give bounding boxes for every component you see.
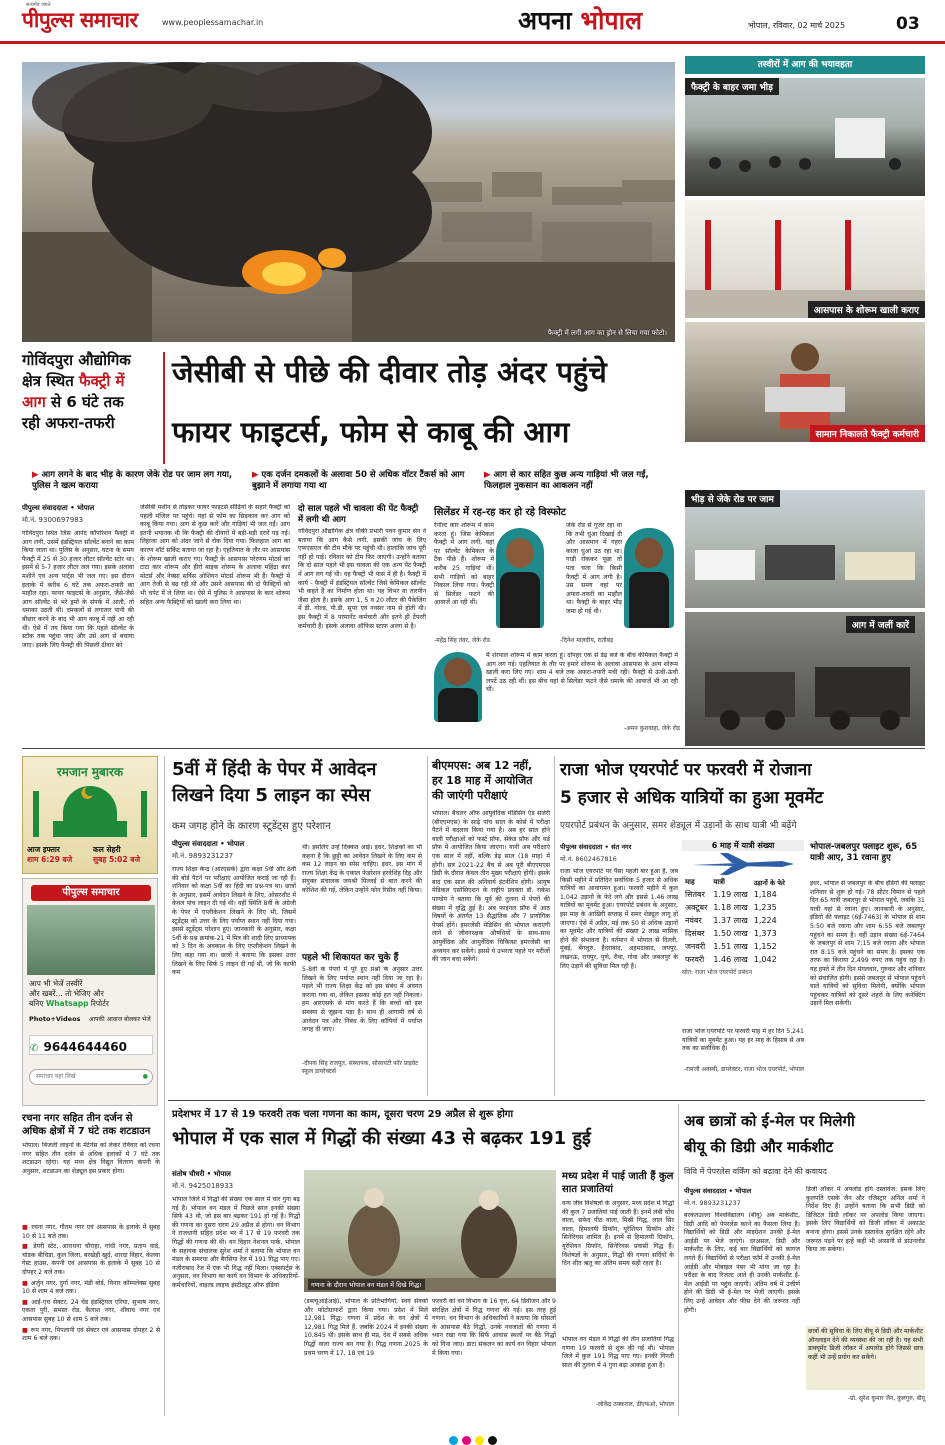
exam-byline: पीपुल्स संवाददाता • भोपाल bbox=[172, 840, 245, 848]
table-cell: दिसंबर bbox=[685, 929, 705, 938]
table-cell: 1.50 लाख bbox=[713, 929, 748, 938]
person-face-icon bbox=[444, 658, 472, 686]
vulture-col-2: (डब्ल्यूआईआई), भोपाल के प्रतिभागियों, स्वयं सेवकों और फोटोग्राफरों द्वारा किया गया। प्रदेश में मिले 12,981 गिद्ध: गणना में प्रदेश के वन क्षेत्रों में 12,981 गिद्ध मिले हैं, जबकि 2024 में इनकी संख्या 10,845 थी। इसके साथ ही मप्र, देश में सबसे अधिक गिद्धों वाला राज्य बन गया है। गिद्ध गणना 2025 के प्रथम चरण में 17, 18 एवं 19 bbox=[304, 1298, 428, 1357]
mosque-icon bbox=[23, 781, 157, 841]
whatsapp-label-right: आपकी आवाज बोलकर भेजें bbox=[89, 1016, 151, 1023]
iftar-time: शाम 6:29 बजे bbox=[27, 855, 73, 864]
quote-2: जेके रोड से गुजर रहा था कि तभी धुंआ दिखाई दी और आसमान में गहरा काला धुआं उठ रहा था। गाड़ी रोककर पूछा तो पता चला कि किसी फैक्ट्री में आग लगी है। उस समय वहां पर अफरा-तफरी का माहौल था। फैक्ट्री के बाहर भीड़ जमा हो गई थी। bbox=[566, 522, 622, 615]
lead-col-2: जेसीबी मशीन से तोड़कर फायर फाइटर्स सीढ़ियों के सहारे फैक्ट्री को पहली मंजिल पर पहुंचे। यहां से फोम का छिड़काव कर आग को काबू किया गया। आग से कुछ कारें और गाड़ियां भी जल गईं। आग इतनी भयानक थी कि फैक्ट्री की दीवारों में बड़ी-बड़ी दरारें पड़ गईं। लिहाजा आग को अंदर जाने से रोक दिया गया। फिलहाल आग का कारण शॉर्ट सर्किट बताया जा रहा है। एहतियात के तौर पर आसपास के शोरूम खाली कराए गए। फैक्ट्री के आसपास परेरणम मोटर्स का टाटा कार शोरूम और हीरो बाइक शोरूम के अलावा महिंद्रा कार मोटर्स और नेक्सा सर्विस ओशियन मोटर्स शोरूम भी हैं। फैक्ट्री में आग तेजी से बढ़ रही थी और उसने आसपास की दो फैक्ट्रियों को भी चपेट में ले लिया था। ऐसे में पुलिस ने आसपास के कार शोरूम सहित अन्य फैक्ट्रियों को खाली करा लिया था। bbox=[140, 504, 290, 606]
bullet-icon: ■ bbox=[22, 1279, 29, 1287]
airport-table bbox=[682, 877, 788, 966]
lead-headline-2: फायर फाइटर्स, फोम से काबू की आग bbox=[172, 415, 570, 449]
crowd-scene bbox=[685, 78, 925, 196]
workers-scene bbox=[685, 322, 925, 442]
airport-quote: राजा भोज एयरपोर्ट पर फरवरी माह में हर दिन 5,241 यात्रियों का मूवमेंट हुआ। यह हर माह के हिसाब से अब तक का सर्वाधिक है। bbox=[682, 1028, 804, 1053]
side-panel-title: तस्वीरों में आग की भयावहता bbox=[685, 56, 925, 74]
table-row bbox=[682, 953, 788, 966]
section-divider bbox=[22, 748, 925, 749]
exam-box-head: पहले भी शिकायत कर चुके हैं bbox=[302, 953, 399, 963]
section-title bbox=[518, 3, 642, 37]
kicker-divider bbox=[163, 352, 165, 464]
vulture-mobile: मो.नं. 9425018933 bbox=[172, 1182, 234, 1190]
side-caption-showroom: आसपास के शोरूम खाली कराए bbox=[808, 301, 925, 318]
kicker-part: से 6 घंटे तक bbox=[51, 393, 124, 411]
paper-logo bbox=[22, 6, 138, 34]
vulture-quote: भोपाल वन मंडल में गिद्धों की तीन प्रजातियां गिद्ध गणना 19 फरवरी से शुरू की गई थी। भोपाल जिले में कुल 191 गिद्ध पाए गए। इनकी गिनती साल की तुलना में 4 गुना बढ़ा आकड़ा हुआ है। bbox=[562, 1336, 674, 1369]
lead-byline: पीपुल्स संवाददाता • भोपाल bbox=[22, 504, 95, 512]
powercut-item-text: डेयरी स्टेट, आराधना चौराहा, गांधी नगर, प्रताप वार्ड, चांडक बीचिड़ा, कुल जिला, बरखेड़ी खुर्द, शारदा विहार, केलवा गेस्ट हाउस, कंपनी एवं आसपास के इलाके में सुबह 10 से दोपहर 2 बजे तक। bbox=[22, 1243, 160, 1276]
airport-mobile: मो.नं. 8602467816 bbox=[560, 855, 617, 863]
table-header-row bbox=[682, 877, 788, 888]
page-number: 03 bbox=[896, 14, 920, 34]
side-caption-workers: सामान निकालते फैक्ट्री कर्मचारी bbox=[810, 425, 925, 442]
whatsapp-line-3c: रिपोर्टर bbox=[90, 999, 109, 1008]
vulture-quote-name: -लोकेंद्र ठक्कराल, डीएफओ, भोपाल bbox=[595, 1401, 674, 1408]
table-cell: सितंबर bbox=[685, 890, 705, 899]
kicker-red: फैक्ट्री में bbox=[79, 372, 125, 390]
powercut-body: भोपाल। बिजली लाइनों के मेंटेनेंस को लेकर रविवार को रचना नगर सहित तीन दर्जन से अधिक इलाकों में 7 घंटे तक शटडाउन रहेगा। यह मध्य क्षेत्र विद्युत वितरण कंपनी के अनुसार, शटडाउन का शेड्यूल इस प्रकार होगा। bbox=[22, 1142, 160, 1175]
dateline: भोपाल, रविवार, 02 मार्च 2025 bbox=[748, 21, 846, 30]
whatsapp-line-3 bbox=[29, 999, 153, 1009]
table-cell: 1,224 bbox=[753, 916, 777, 925]
bams-body: भोपाल। बैचलर ऑफ आयुर्वेदिक मेडिसिन एंड सर्जरी (बीएएमएस) के साढ़े पांच साल के कोर्स में परीक्षा पैटर्न में बदलाव किया गया है। अब हर साल होने वाली परीक्षाओं को फर्स्ट प्रॉफ, सेकंड प्रॉफ और थर्ड प्रॉफ में आयोजित किया जाएगा। यानी अब परीक्षाएं एक साल में नहीं, बल्कि डेढ़ साल (18 माह) में होंगी। सत्र 2021-22 बैच से अब पूरी बीएएमएस डिग्री के दौरान केवल तीन मुख्य परीक्षाएं होंगी। इसके बाद एक साल की अनिवार्य इंटर्नशिप होगी। आयुष मेडिकल एसोसिएशन के राष्ट्रीय प्रवक्ता डॉ. राकेश पाण्डेय ने बताया कि पूर्व की तुलना में पेपरों की संख्या में वृद्धि हुई है। अब फाइनल प्रॉफ में आठ विषयों के अंतर्गत 13 सैद्धांतिक और 7 प्रायोगिक पेपर्स होंगे। इमरजेंसी मेडिसिन की भोपाल कराएगी लाने से जीवनरक्षक औषधियों के साथ-साथ आयुर्वेदिक और आयुर्वेदिक चिकित्सा इमरजेंसी का अध्ययन कर सकेंगे। इससे ये उभरता पहले पर मरीजों की जान बचा सकेंगे। bbox=[432, 810, 550, 964]
registration-mark bbox=[488, 1436, 497, 1445]
section-title-word: अपना bbox=[518, 6, 572, 35]
lead-col-1: गोविंदपुरा स्थित जिस आनंद कॉर्पोरेशन फैक्ट्री में आग लगी, उसमें इंडस्ट्रियल सॉल्वेंट बनाने का काम किया जाता था। पुलिस के अनुसार, घटना के समय फैक्ट्री में 25 से 30 हजार लीटर सॉल्वेंट स्टोर था। इसमें से 5-7 हजार लीटर जल गया। इसके अलावा मशीनें एवं अन्य पार्ट्स भी जल गए। इस दौरान इलाके में करीब 6 घंटे तक अफरा-तफरी का माहौल रहा। फायर फाइटर्स के अनुसार, जैसे-जैसे आग सॉल्वेंट से भरे ड्रमों के संपर्क में आती, तो धमाका उठती थी। दमकलों से लगातार पानी की बौछार करने के बाद भी आग काबू में नहीं आ रही थी। ऐसे में तय किया गया कि पहले सॉल्वेंट के स्टॉक तक पहुंचा जाए और उसे आग से बचाया जाए। इसके लिए फैक्ट्री की पिछली दीवार को bbox=[22, 530, 134, 649]
column-divider bbox=[164, 756, 165, 1416]
bullet-icon: ■ bbox=[22, 1224, 29, 1231]
bams-headline-3: की जाएंगी परीक्षाएं bbox=[432, 789, 508, 802]
whatsapp-line-2: और खबरें... तो भेजिए और bbox=[29, 989, 104, 998]
powercut-item bbox=[22, 1280, 160, 1297]
person-body-icon bbox=[500, 572, 540, 628]
whatsapp-copy bbox=[29, 979, 153, 1009]
powercut-item-text: रूप नगर, पिपलानी एवं सेक्टर एवं आसपास दोपहर 2 से शाम 6 बजे तक। bbox=[22, 1326, 160, 1343]
table-cell: फरवरी bbox=[685, 955, 705, 964]
airport-headline-2: 5 हजार से अधिक यात्रियों का हुआ मूवमेंट bbox=[560, 788, 824, 808]
table-cell: 1.19 लाख bbox=[713, 890, 748, 899]
whatsapp-phone bbox=[29, 1035, 153, 1055]
bu-box-name: -प्रो. सुरेश कुमार जैन, कुलगुरु, बीयू bbox=[847, 1395, 925, 1402]
lead-point-1 bbox=[32, 470, 240, 492]
lead-point-2 bbox=[252, 470, 474, 492]
airport-table-title: 6 माह में यात्री संख्या bbox=[682, 840, 804, 851]
traffic-scene bbox=[685, 490, 925, 608]
side-caption-crowd: फैक्ट्री के बाहर जमा भीड़ bbox=[685, 78, 779, 95]
exam-mobile: मो.नं. 9893231237 bbox=[172, 852, 234, 860]
lead-point-3-text: आग से कार सहित कुछ अन्य गाड़ियां भी जल गईं, फिलहाल नुकसान का आकलन नहीं bbox=[484, 470, 649, 491]
website-url: www.peoplessamachar.in bbox=[162, 18, 264, 27]
lead-photo-caption: फैक्ट्री में लगी आग का ड्रोन से लिया गया फोटो। bbox=[547, 329, 667, 337]
table-cell: 1,373 bbox=[753, 929, 777, 938]
person-body-icon bbox=[438, 688, 478, 722]
table-cell: 1.37 लाख bbox=[713, 916, 748, 925]
table-row bbox=[682, 888, 788, 901]
bu-subhead: विवि में पेपरलेस वर्किंग को बढ़ावा देने की कवायद bbox=[684, 1167, 827, 1176]
exam-headline-1: 5वीं में हिंदी के पेपर में आवेदन bbox=[172, 759, 377, 780]
vulture-photo bbox=[304, 1170, 556, 1292]
registration-mark bbox=[449, 1436, 458, 1445]
column-divider bbox=[554, 756, 555, 1096]
vulture-box-body: वन्य जीव विशेषज्ञों के अनुसार, मध्य प्रदेश में गिद्धों की कुल 7 प्रजातियां पाई जाती हैं। इनमें लंबी चोंच वाला, सफेद पीठ वाला, मिस्री गिद्ध, लाल सिर वाला, हिमालयी ग्रिफॉन, यूरेशियन ग्रिफॉन और सिनेरियस शामिल हैं। इनमें से हिमालयी ग्रिफॉन, यूरेशियन ग्रिफॉन, सिनेरियस प्रवासी गिद्ध हैं। विशेषज्ञों के अनुसार, गिद्धों की गणना सर्दियों के दिन शीत ऋतु का अंतिम समय सही रहता है। bbox=[562, 1200, 674, 1268]
side-panel bbox=[685, 56, 925, 746]
airport-quote-name: -रामजी अवस्थी, डायरेक्टर, राजा भोज एयरपोर्ट, भोपाल bbox=[683, 1066, 804, 1073]
quote-2-avatar bbox=[624, 528, 674, 628]
whatsapp-brand: पीपुल्स समाचार bbox=[31, 885, 151, 901]
registration-mark bbox=[462, 1436, 471, 1445]
side-caption-traffic: भीड़ से जेके रोड पर जाम bbox=[685, 490, 780, 507]
bu-byline: पीपुल्स संवाददाता • भोपाल bbox=[684, 1187, 752, 1195]
section-title-city: भोपाल bbox=[580, 6, 643, 35]
powercut-item bbox=[22, 1299, 160, 1325]
vulture-photo-caption: गणना के दौरान भोपाल वन मंडल में दिखे गिद्ध। bbox=[308, 1279, 425, 1290]
exam-col-2: थी। इसलिए उन्हें दिक्कत आई। इधर, शिक्षकों का भी कहना है कि छुट्टी का आवेदन लिखने के लिए कम से कम 12 लाइन का स्पेस चाहिए। इधर, इस मांग में राज्य शिक्षा केंद्र के एकाल फेडरेशन हरवेशिंह दिह और संयुक्त संचालक जयश्री पिल्लई से बात करने की कोशिश की गई, लेकिन उन्होंने फोन रिसीव नहीं किया। bbox=[302, 844, 422, 894]
iftar-label: आज इफ्तार bbox=[27, 845, 60, 854]
registration-mark bbox=[475, 1436, 484, 1445]
bu-headline-1: अब छात्रों को ई-मेल पर मिलेगी bbox=[684, 1112, 855, 1130]
lead-col-3-head: दो साल पहले भी चावला की पेंट फैक्ट्री में लगी थी आग bbox=[298, 504, 419, 525]
airport-side-head: भोपाल-जबलपुर फ्लाइट शुरू, 65 यात्री आए, 31 रवाना हुए bbox=[810, 842, 918, 863]
powercut-item bbox=[22, 1224, 160, 1241]
lead-headline-1: जेसीबी से पीछे की दीवार तोड़ अंदर पहुंचे bbox=[172, 355, 607, 389]
quote-1: रेनॉल्ट कार शोरूम में काम करता हूं। जिस केमिकल फैक्ट्री में आग लगी, वहां पर सॉल्वेंट केमिकल के टैंक पीछे हैं। शोरूम में करीब 25 गाड़ियां थीं। सभी गाड़ियों को बाहर निकाल लिया गया। फैक्ट्री से सिलेंडर फटने की आवाजें आ रही थीं। bbox=[434, 522, 494, 607]
table-cell: नवंबर bbox=[685, 916, 702, 925]
table-row bbox=[682, 940, 788, 953]
powercut-item-text: रचना नगर, गौतम नगर एवं आसपास के इलाके में सुबह 10 से 11 बजे तक। bbox=[22, 1224, 160, 1240]
paper-tagline: सत्यमेव जयते bbox=[26, 2, 51, 8]
bu-mobile: मो.नं. 9893231237 bbox=[684, 1199, 741, 1207]
sehri-time: सुबह 5:02 बजे bbox=[93, 855, 141, 864]
lead-point-2-text: एक दर्जन दमकलों के अलावा 50 से अधिक वॉटर टैंकर्स को आग बुझाने में लगाया गया था bbox=[252, 470, 465, 491]
whatsapp-phone-number: 9644644460 bbox=[43, 1040, 127, 1054]
powercut-headline: रचना नगर सहित तीन दर्जन से अधिक क्षेत्रों में 7 घंटे तक शटडाउन bbox=[22, 1113, 151, 1137]
airport-headline-1: राजा भोज एयरपोर्ट पर फरवरी में रोजाना bbox=[560, 760, 812, 780]
fire-smoke-illustration bbox=[22, 62, 675, 342]
phone-icon: ✆ bbox=[30, 1043, 39, 1054]
quote-1-avatar bbox=[496, 528, 544, 628]
quote-3-name: -अमन कुशवाहा, जेके रोड bbox=[624, 725, 680, 732]
table-cell: 1.18 लाख bbox=[713, 903, 748, 912]
exam-col-1: राज्य शिक्षा केन्द्र (आरएसके) द्वारा कक्षा 5वीं और 8वीं की बोर्ड पैटर्न पर परीक्षाएं आयोजित कराई जा रही हैं। शनिवार को कक्षा 5वीं का हिंदी का प्रश्न-पत्र था। छात्रों के अनुसार, इसमें आवेदन लिखने के लिए, ओसरशीट में केवल पांच लाइन दी गई थी। वहीं स्थिति 8वीं के अंग्रेजी के पेपर में एप्लीकेशन लिखने के लिए भी, जिसमें स्टूडेंट्स को उत्तर के लिए पर्याप्त स्थान नहीं दिया गया। इससे स्टूडेंट्स परेशान हुए। जानकारी के अनुसार, कक्षा 5वीं के प्रश्न क्रमांक-21 में मित्र की शादी लिए प्राध्यापक को 3 दिन के अवकाश के लिए एप्लीकेशन लिखने के लिए कहा गया था। छात्रों ने बताया कि इसका उत्तर लिखने के लिए सिर्फ 5 लाइन दी गई थी, जो कि काफी कम bbox=[172, 866, 296, 977]
whatsapp-label-left: Photo+Videos bbox=[29, 1015, 81, 1023]
quote-3: मैं शेरपाल शोरूम में काम करता हूं। दोपहर एक से डेढ़ बजे के बीच केमिकल फैक्ट्री में आग लग गई। एहतियात के तौर पर हमारे शोरूम के अलावा आसपास के अन्य शोरूम खाली करा लिए गए। शाम 4 बजे तक अफरा-तफरी मची रही। फैक्ट्री से ऊंची-ऊंची लपटें उठ रही थीं। इस बीच यहां से सिलेंडर फटने जैसे धमाके की आवाजें भी आ रही थीं। bbox=[486, 652, 678, 694]
ramzan-box bbox=[22, 756, 158, 874]
column-divider bbox=[427, 756, 428, 1096]
whatsapp-line-1: आप भी भेजें तस्वीरें bbox=[29, 979, 83, 988]
bullet-icon: ■ bbox=[22, 1298, 29, 1306]
ramzan-greeting: रमजान मुबारक bbox=[56, 765, 124, 779]
exam-box-name: -दीपक सिंह राजपूत, संस्थापक, सोसायटी फॉर प्राइवेट स्कूल डायरेक्टर्स bbox=[302, 1060, 419, 1075]
vulture-byline: संतोष चौधरी • भोपाल bbox=[172, 1170, 231, 1178]
lead-col-3: गोविंदपुरा औद्योगिक क्षेत्र चौकी प्रभारी पवन कुमार सेन ने बताया कि आग कैसे लगी, इसकी जांच के लिए एफएसएल की टीम मौके पर पहुंची थी। हालांकि जांच पूरी नहीं हो पाई। रविवार को टीम फिर जाएगी। उन्होंने बताया कि दो साल पहले भी इस चावला की एक अन्य पेंट फैक्ट्री में आग लग गई थी। वह फैक्ट्री भी पास में ही है। फैक्ट्री में कार्य - फैक्ट्री में इंडस्ट्रियल सॉल्वेंट जिसे केमिकल सॉल्वेंट भी कहते हैं का निर्माण होता था। यह विभर वा तारपीन जैसा होता है। इसके आग 1, 5 व 20 लीटर की पैकेजिंग में डी. गोल्ड, पी.डी. सुपर एवं नवसर नाम से होती थी। इस फैक्ट्री में 8 परमानेंट कर्मचारी और इतने ही टेंपररी कर्मचारी हैं। इसके अलावा ऑफिस स्टाफ अलग से है। bbox=[298, 528, 426, 630]
iftar-block bbox=[27, 845, 89, 865]
whatsapp-ad bbox=[22, 878, 158, 1106]
lead-point-3 bbox=[484, 470, 676, 492]
table-cell: जनवरी bbox=[685, 942, 706, 951]
table-cell: 1,152 bbox=[753, 942, 777, 951]
paper-name: पीपुल्स समाचार bbox=[22, 8, 138, 32]
exam-box-body: 5-8वीं के पेपरों में पूरे हुए प्रश्नों के अनुसार उत्तर लिखने के लिए पर्याप्त स्थान नहीं दिया जा रहा है। पहले भी राज्य शिक्षा केंद्र को इस संबंध में अवगत कराया गया था, लेकिन इसका कोई हल नहीं निकला। हम आरएसके से मांग करते हैं कि बच्चों को इस समस्या से जूझना पड़ा है। साथ ही आगामी वर्ष से आवेदन पत्र और निबंध के लिए कॉपियों में पर्याप्त जगह दी जाए। bbox=[302, 966, 422, 1034]
table-row bbox=[682, 927, 788, 940]
exam-headline-2: लिखने दिया 5 लाइन का स्पेस bbox=[172, 785, 371, 806]
exam-subhead: कम जगह होने के कारण स्टूडेंट्स हुए परेशान bbox=[172, 821, 331, 832]
kicker-part: क्षेत्र स्थित bbox=[22, 372, 74, 390]
side-photo-showroom bbox=[685, 200, 925, 318]
side-photo-crowd bbox=[685, 78, 925, 196]
bullet-icon: ■ bbox=[22, 1243, 30, 1251]
table-cell: 1,235 bbox=[753, 903, 777, 912]
table-header: उड़ानों के फेरे bbox=[753, 879, 785, 887]
person-body-icon bbox=[629, 572, 669, 628]
bu-box: छात्रों की सुविधा के लिए बीयू से डिग्री और मार्कशीट ऑनलाइन देने की व्यवस्था की जा रही है। यह सभी डाक्यूमेंट डिजी लॉकर में अपलोड होंगे जिससे छात्र कहीं भी उन्हें प्रयोग कर सकेंगे। bbox=[806, 1326, 925, 1390]
quote-3-avatar bbox=[434, 652, 482, 722]
bu-col-2: डिजी लॉकर में अपलोड होंगे दस्तावेज: इसके लिए कुलपति एसके जैन और रजिस्ट्रार अनिल शर्मा ने निर्देश दिए हैं। उन्होंने बताया कि सभी डिग्री को डिजिटल डिग्री लॉकर पर अपलोड किया जाएगा। इसके लिए विद्यार्थियों को डिजी लॉकर में अकाउंट बनाना होगा। इससे उनके दस्तावेज सुरक्षित रहेंगे और जरूरत पड़ने पर इन्हें कहीं भी आसानी से डाउनलोड किया जा सकेगा। bbox=[806, 1186, 925, 1254]
vulture-col-1: भोपाल जिले में गिद्धों की संख्या एक साल में चार गुना बढ़ गई है। भोपाल वन मंडल में पिछले साल इनकी संख्या सिर्फ 43 थी, जो इस बार बढ़कर 191 हो गई है। गिद्धों की गणना का दूसरा चरण 29 अप्रैल से होगा। वन विभाग ने राजधानी सहित प्रदेश भर में 17 से 19 फरवरी तक गिद्धों की गणना की थी। वन विहार नेशनल पार्क, भोपाल के सहायक संचालक सुरेश शर्मा ने बताया कि भोपाल वन मंडल के समरधा और बैरसिया रेंज में 191 गिद्ध पाए गए। नजीराबाद रेंज में एक भी गिद्ध नहीं मिला। एक्सपर्ट्स के अनुसार, वन विभाग का कार्य वन विभाग के अधिकारियों-कर्मचारियों, वाइल्ड लाइफ इंस्टीट्यूट ऑफ इंडिया bbox=[172, 1196, 300, 1289]
airport-table-source: स्रोत: राजा भोज एयरपोर्ट प्रबंधन bbox=[682, 969, 753, 976]
table-header: यात्री bbox=[713, 878, 725, 886]
table-cell: 1,042 bbox=[753, 955, 777, 964]
kicker-part: रही अफरा-तफरी bbox=[22, 414, 115, 432]
side-photo-burnt-cars bbox=[685, 612, 925, 746]
red-arrow-icon: ▶ bbox=[252, 470, 259, 480]
quote-2-name: -दिनेश मालवीय, रातीबड़ bbox=[560, 637, 614, 644]
lead-photo bbox=[22, 62, 675, 342]
table-header: माह bbox=[685, 878, 695, 886]
powercut-item bbox=[22, 1327, 160, 1344]
whatsapp-input-placeholder: समाचार यहां लिखें bbox=[36, 1073, 76, 1080]
bu-col-1: बरकतउल्ला विश्वविद्यालय (बीयू) अब मार्कशीट, डिग्री आदि को पेपरलेस करने का फैसला लिया है। विद्यार्थियों को डिग्री और माइग्रेशन उनकी ई-मेल आईडी पर भेजे जाएंगे। दरअसल, डिग्री और मार्कशीट के लिए, कई बार विद्यार्थियों को कागज लगते हैं। विद्यार्थियों से परीक्षा फॉर्म में उनकी ई-मेल आईडी और मोबाइल नंबर भी मांगा जा रहा है। परीक्षा के बाद रिजल्ट आते ही उनकी मार्कशीट ई-मेल आईडी पर पहुंच जाएगी। अंतिम वर्ष में उत्तीर्ण होने की डिग्री भी ई-मेल पर भेजी जाएगी। इसके लिए उन्हें आवेदन और फीस देने की जरूरत नहीं होगी। bbox=[684, 1212, 800, 1314]
side-photo-traffic bbox=[685, 490, 925, 608]
mic-icon: ● bbox=[142, 1073, 148, 1080]
table-row bbox=[682, 914, 788, 927]
red-arrow-icon: ▶ bbox=[484, 470, 491, 480]
powercut-item-text: आई-एच सेक्टर, 24 घेंड इंडस्ट्रियल एरिया, सुभाष नगर, एकता पुरी, समस्त रोड, कैलाश नगर, शीवाच नगर एवं आसपास सुबह 10 से शाम 5 बजे तक। bbox=[22, 1298, 160, 1323]
masthead bbox=[0, 0, 945, 44]
whatsapp-line-3b: Whatsapp bbox=[45, 999, 89, 1008]
side-caption-burnt-cars: आग में जलीं कारें bbox=[846, 616, 915, 633]
whatsapp-line-3a: बनिए bbox=[29, 999, 44, 1008]
airport-side-body: इधर, भोपाल से जबलपुर के बीच इंडिगो की फ्लाइट शनिवार से शुरू हो गई। 78 सीटर विमान से पहले दिन 65 यात्री जबलपुर से भोपाल पहुंचे, जबकि 31 यात्री यहां से रवाना हुए। जानकारी के अनुसार, इंडिगो की फ्लाइट (6ई-7463) के भोपाल से शाम 5:50 बजे रवाना और शाम 6:55 बजे जबलपुर पहुंचने का समय है। वहीं उड़ान संख्या 6ई-7464 के जबलपुर से शाम 7:15 बजे रवाना और भोपाल रात 8:15 बजे पहुंचने का समय है। इसका एक तरफ का किराया 2,499 रुपए तक पहुंच रहा है। यह हफ्ते में तीन दिन मंगलवार, गुरुवार और शनिवार को संचालित होगी। इससे जबलपुर से भोपाल पहुंचने वाले यात्रियों को सुविधा मिलेगी, क्योंकि भोपाल पहुंचकर यात्रियों को दूसरे शहरों के लिए कनेक्टिंग उड़ानें मिल सकेंगी। bbox=[810, 880, 925, 1008]
bams-headline bbox=[432, 758, 550, 803]
kicker-part: गोविंदपुरा औद्योगिक bbox=[22, 351, 131, 369]
color-registration-bar bbox=[0, 1436, 945, 1445]
airport-byline: पीपुल्स संवाददाता • संत नगर bbox=[560, 843, 632, 851]
sehri-block bbox=[93, 845, 155, 865]
sehri-label: कल सेहरी bbox=[93, 845, 121, 854]
lead-point-1-text: आग लगने के बाद भीड़ के कारण जेके रोड पर जाम लग गया, पुलिस ने खत्म कराया bbox=[32, 470, 233, 491]
bams-headline-2: हर 18 माह में आयोजित bbox=[432, 774, 533, 787]
vulture-kicker: प्रदेशभर में 17 से 19 फरवरी तक चला गणना का काम, दूसरा चरण 29 अप्रैल से शुरू होगा bbox=[172, 1109, 514, 1120]
table-cell: 1,184 bbox=[753, 890, 777, 899]
powercut-item-text: अर्जुन नगर, दुर्गा नगर, मंडी बोर्ड, विनार कॉम्पलेक्स सुबह 10 से शाम 4 बजे तक। bbox=[22, 1279, 160, 1296]
lead-mobile: मो.नं. 9300697983 bbox=[22, 516, 84, 524]
whatsapp-photo bbox=[27, 905, 155, 975]
table-row bbox=[682, 901, 788, 914]
quote-1-name: -महेंद्र सिंह तंवर, जेके रोड bbox=[434, 637, 490, 644]
column-divider bbox=[678, 1104, 679, 1416]
airport-body: राजा भोज एयरपोर्ट पर पैसा पहली बार हुआ है, जब किसी महीने में प्रतिदिन सर्वाधिक 5 हजार से अधिक यात्रियों का आवागमन हुआ। फरवरी महीने में कुल 1,042 उड़ानों के फेरे लगे और इससे 1.46 लाख यात्रियों का मूवमेंट हुआ। एयरपोर्ट प्रबंधन के अनुसार, इस माह के आखिरी सप्ताह में समर शेड्यूल लागू हो जाएगा। ऐसे में अप्रैल, मई तक 50 से अधिक उड़ानों का मूवमेंट और यात्रियों की संख्या 2 लाख मासिक होने की संभावना है। वर्तमान में भोपाल से दिल्ली, मुंबई, बेंगलुरु, हैदराबाद, अहमदाबाद, जयपुर, लखनऊ, रायपुर, पुणे, रीवा, गोवा और जबलपुर के लिए उड़ानें की सुविधा मिल रही है। bbox=[560, 868, 678, 970]
airport-subhead: एयरपोर्ट प्रबंधन के अनुसार, समर शेड्यूल में उड़ानों के साथ यात्री भी बढ़ेंगे bbox=[560, 821, 797, 831]
powercut-item bbox=[22, 1243, 160, 1277]
bullet-icon: ■ bbox=[22, 1326, 29, 1334]
airport-table-box bbox=[682, 840, 804, 1022]
kicker-red: आग bbox=[22, 393, 46, 411]
whatsapp-input bbox=[29, 1069, 153, 1085]
vulture-box-head: मध्य प्रदेश में पाई जाती हैं कुल सात प्रजातियां bbox=[562, 1171, 674, 1195]
person-face-icon bbox=[635, 538, 663, 568]
airplane-icon bbox=[682, 851, 802, 877]
vulture-col-3: फरवरी को वन विभाग के 16 वृत्त, 64 डिवीजन और 9 संरक्षित क्षेत्रों में गिद्ध गणना की गई। इस तरह हुई गणना: वन विभाग के अधिकारियों ने बताया कि घोंसलों के आसपास बैठे गिद्धों, उनके नवजातों की गणना में ध्यान रखा गया कि सिर्फ आवास स्थलों पर बैठे गिद्धों को गिना जाए। डाटा संकलन का कार्य वन विहार भोपाल में किया गया। bbox=[432, 1298, 556, 1357]
bams-headline-1: बीएमएस: अब 12 नहीं, bbox=[432, 759, 533, 772]
quotes-heading: सिलेंडर में रह-रह कर हो रहे विस्फोट bbox=[434, 507, 566, 518]
red-arrow-icon: ▶ bbox=[32, 470, 39, 480]
bu-headline-2: बीयू की डिग्री और मार्कशीट bbox=[684, 1138, 834, 1156]
vulture-headline: भोपाल में एक साल में गिद्धों की संख्या 43 से बढ़कर 191 हुई bbox=[172, 1128, 591, 1149]
section-divider bbox=[168, 1100, 925, 1101]
table-cell: 1.51 लाख bbox=[713, 942, 748, 951]
table-cell: 1.46 लाख bbox=[713, 955, 748, 964]
vulture-illustration bbox=[304, 1170, 556, 1292]
powercut-list bbox=[22, 1224, 160, 1344]
lead-kicker bbox=[22, 350, 160, 434]
person-face-icon bbox=[506, 538, 534, 568]
side-photo-workers bbox=[685, 322, 925, 442]
table-cell: अक्टूबर bbox=[685, 903, 708, 912]
